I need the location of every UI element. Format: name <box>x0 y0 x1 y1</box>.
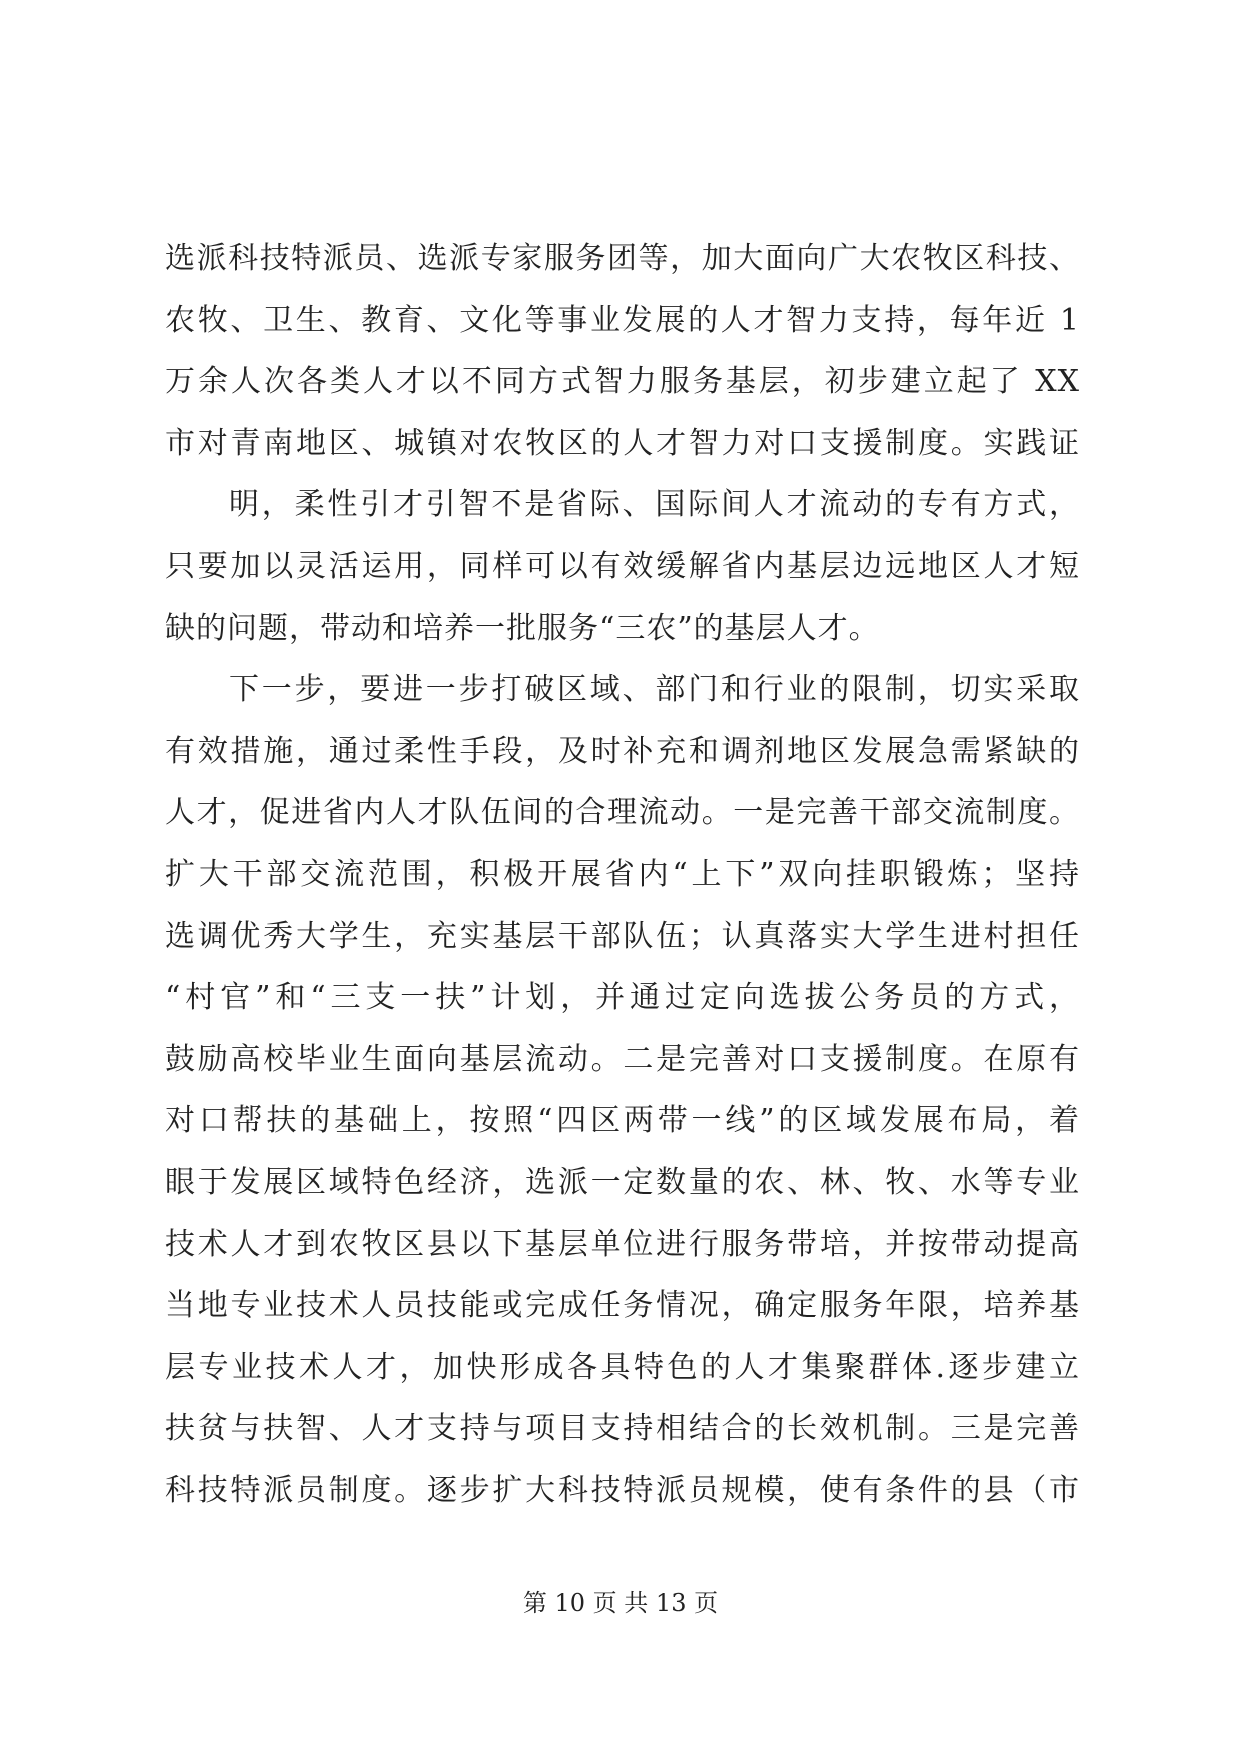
page-number-label: 第 10 页 共 13 页 <box>522 1589 719 1617</box>
text-line: 层专业技术人才，加快形成各具特色的人才集聚群体.逐步建立 <box>165 1349 1080 1385</box>
body-text <box>165 228 1080 1521</box>
text-line: 农牧、卫生、教育、文化等事业发展的人才智力支持，每年近 1 <box>165 302 1080 338</box>
paragraph-first-line: 下一步，要进一步打破区域、部门和行业的限制，切实采取 <box>229 672 1080 708</box>
paragraph-first-line: 明，柔性引才引智不是省际、国际间人才流动的专有方式， <box>229 487 1080 523</box>
paragraph-last-line: 缺的问题，带动和培养一批服务“三农”的基层人才。 <box>165 610 880 646</box>
text-line: 选派科技特派员、选派专家服务团等，加大面向广大农牧区科技、 <box>165 241 1080 276</box>
text-line: “村官”和“三支一扶”计划，并通过定向选拔公务员的方式， <box>165 980 1080 1016</box>
text-line: 鼓励高校毕业生面向基层流动。二是完善对口支援制度。在原有 <box>165 1041 1080 1077</box>
text-line: 扩大干部交流范围，积极开展省内“上下”双向挂职锻炼；坚持 <box>165 856 1080 892</box>
text-line: 科技特派员制度。逐步扩大科技特派员规模，使有条件的县（市 <box>165 1472 1080 1508</box>
text-line: 人才，促进省内人才队伍间的合理流动。一是完善干部交流制度。 <box>165 795 1080 831</box>
text-line: 扶贫与扶智、人才支持与项目支持相结合的长效机制。三是完善 <box>165 1411 1080 1447</box>
text-line: 有效措施，通过柔性手段，及时补充和调剂地区发展急需紧缺的 <box>165 733 1080 769</box>
text-line: 技术人才到农牧区县以下基层单位进行服务带培，并按带动提高 <box>165 1226 1080 1262</box>
text-line: 只要加以灵活运用，同样可以有效缓解省内基层边远地区人才短 <box>165 548 1080 584</box>
text-line: 对口帮扶的基础上，按照“四区两带一线”的区域发展布局，着 <box>165 1103 1080 1139</box>
page-footer <box>0 1587 1241 1619</box>
text-line: 选调优秀大学生，充实基层干部队伍；认真落实大学生进村担任 <box>165 918 1080 954</box>
text-line: 当地专业技术人员技能或完成任务情况，确定服务年限，培养基 <box>165 1288 1080 1324</box>
text-line: 万余人次各类人才以不同方式智力服务基层，初步建立起了 XX <box>165 364 1080 400</box>
text-line: 眼于发展区域特色经济，选派一定数量的农、林、牧、水等专业 <box>165 1164 1080 1200</box>
text-line: 市对青南地区、城镇对农牧区的人才智力对口支援制度。实践证 <box>165 425 1080 461</box>
